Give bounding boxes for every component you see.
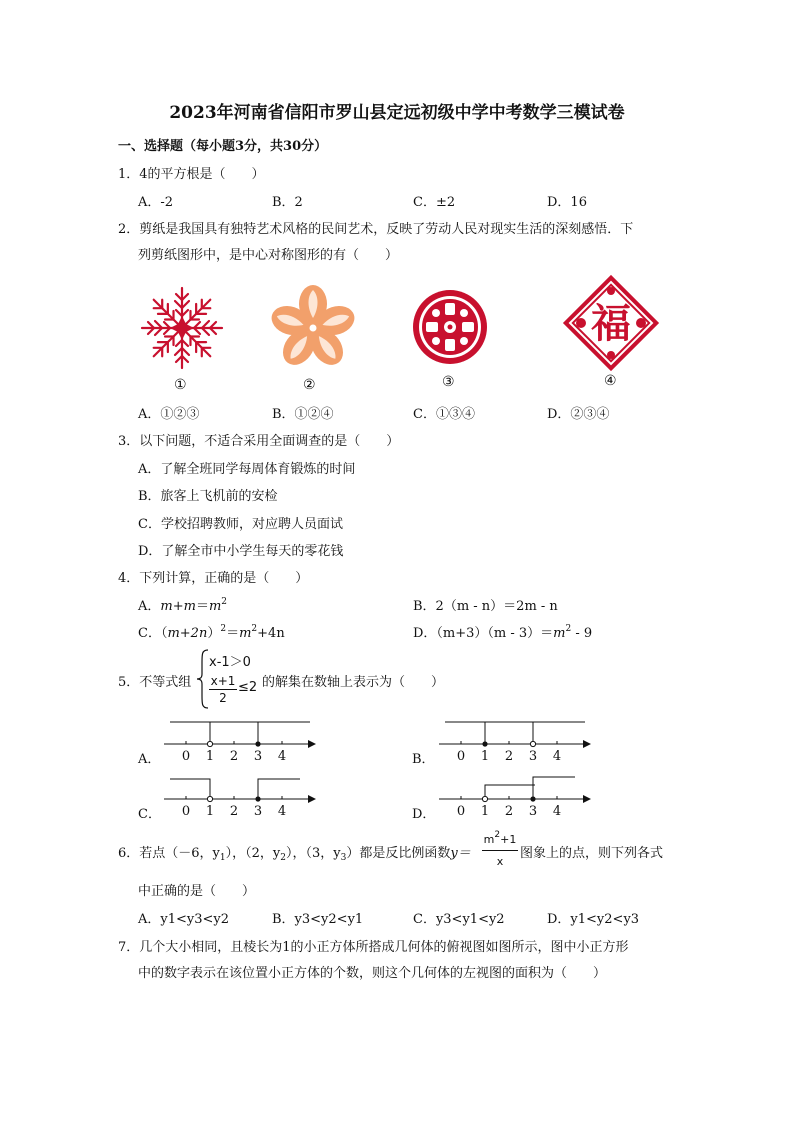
q6-option-d: D．y1<y2<y3 bbox=[547, 912, 640, 927]
nl-a-tick-3: 3 bbox=[253, 749, 263, 764]
q6-sub2: 2 bbox=[280, 853, 286, 863]
q5-label-a: A． bbox=[138, 752, 161, 767]
q6-mid2: ），（3，y bbox=[285, 846, 341, 861]
number-line-a bbox=[160, 712, 320, 764]
q4-c-exp: 2 bbox=[220, 624, 227, 634]
q1-option-a: A．-2 bbox=[138, 195, 174, 210]
q4-d-rest: - 9 bbox=[571, 626, 593, 641]
q4-c-m: m bbox=[239, 626, 252, 641]
nl-d-tick-1: 1 bbox=[480, 804, 490, 819]
q5-pre: 5．不等式组 bbox=[118, 675, 192, 690]
q2-caption-2: ② bbox=[303, 377, 316, 393]
q6-num-rest: +1 bbox=[500, 833, 517, 846]
nl-a-tick-2: 2 bbox=[229, 749, 239, 764]
q6-pre: 6．若点（－6，y bbox=[118, 846, 220, 861]
q6-sub1: 1 bbox=[219, 853, 226, 863]
q4-a-m3: m bbox=[208, 599, 222, 614]
q4-a-label: A． bbox=[138, 599, 161, 614]
nl-c-tick-1: 1 bbox=[205, 804, 215, 819]
q2-option-d: D．②③④ bbox=[547, 407, 610, 422]
q5-brace bbox=[196, 648, 210, 710]
q6-sub3: 3 bbox=[340, 853, 347, 863]
q4-c-exp2: 2 bbox=[251, 624, 258, 634]
nl-b-tick-4: 4 bbox=[552, 749, 562, 764]
q4-a-eq: ＝ bbox=[195, 599, 209, 614]
q1-stem: 1．4的平方根是（ ） bbox=[118, 167, 265, 182]
q2-caption-3: ③ bbox=[442, 374, 455, 390]
q4-a-exp: 2 bbox=[221, 597, 228, 607]
nl-b-tick-2: 2 bbox=[504, 749, 514, 764]
q4-d-label: D．（m+3）（m - 3）＝ bbox=[413, 626, 554, 641]
q2-caption-4: ④ bbox=[604, 373, 617, 389]
papercut-flower-image bbox=[268, 282, 358, 374]
nl-d-tick-3: 3 bbox=[528, 804, 538, 819]
nl-a-tick-1: 1 bbox=[205, 749, 215, 764]
q2-option-a: A．①②③ bbox=[138, 407, 200, 422]
q5-frac-den: 2 bbox=[219, 691, 227, 705]
nl-b-tick-3: 3 bbox=[528, 749, 538, 764]
q6-mid3: ）都是反比例函数 bbox=[346, 846, 451, 861]
q4-a-plus: + bbox=[172, 599, 184, 614]
q5-inequality-1: x-1＞0 bbox=[209, 655, 251, 670]
q6-yeq: y＝ bbox=[450, 846, 471, 861]
q6-mid1: ），（2，y bbox=[225, 846, 281, 861]
q4-option-b: B．2（m - n）＝2m - n bbox=[413, 599, 558, 614]
q6-option-a: A．y1<y3<y2 bbox=[138, 912, 230, 927]
nl-b-tick-1: 1 bbox=[480, 749, 490, 764]
nl-a-tick-4: 4 bbox=[277, 749, 287, 764]
q4-c-eq: ＝ bbox=[226, 626, 240, 641]
papercut-medallion-image bbox=[411, 288, 489, 366]
q6-option-b: B．y3<y2<y1 bbox=[272, 912, 364, 927]
number-line-c bbox=[160, 767, 320, 819]
number-line-d bbox=[435, 767, 595, 819]
q4-d-m: m bbox=[553, 626, 566, 641]
number-line-b bbox=[435, 712, 595, 764]
q4-option-d bbox=[413, 622, 592, 641]
q2-stem-line1: 2．剪纸是我国具有独特艺术风格的民间艺术，反映了劳动人民对现实生活的深刻感悟．下 bbox=[118, 222, 634, 237]
q6-frac-num bbox=[482, 830, 518, 846]
q6-option-c: C．y3<y1<y2 bbox=[413, 912, 505, 927]
q5-frac-bar bbox=[209, 689, 237, 690]
nl-c-tick-0: 0 bbox=[181, 804, 191, 819]
q4-c-label: C．（ bbox=[138, 626, 168, 641]
q4-a-m2: m bbox=[183, 599, 196, 614]
q4-c-close: ） bbox=[207, 626, 221, 641]
q6-post: 图象上的点，则下列各式 bbox=[520, 846, 664, 861]
nl-c-tick-2: 2 bbox=[229, 804, 239, 819]
q7-line1: 7．几个大小相同，且棱长为1的小正方体所搭成几何体的俯视图如图所示，图中小正方形 bbox=[118, 940, 629, 955]
nl-d-tick-0: 0 bbox=[456, 804, 466, 819]
q6-num-m: m bbox=[483, 833, 495, 846]
nl-a-tick-0: 0 bbox=[181, 749, 191, 764]
q6-stem bbox=[118, 842, 471, 863]
section-heading: 一、选择题（每小题3分，共30分） bbox=[118, 139, 328, 154]
q2-option-c: C．①③④ bbox=[413, 407, 475, 422]
q4-stem: 4．下列计算，正确的是（ ） bbox=[118, 571, 309, 586]
nl-c-tick-3: 3 bbox=[253, 804, 263, 819]
q5-inequality-2-rel: ≤2 bbox=[238, 680, 258, 695]
q3-option-a: A．了解全班同学每周体育锻炼的时间 bbox=[138, 462, 356, 477]
q4-c-body: m+2n bbox=[167, 626, 208, 641]
q3-stem: 3．以下问题，不适合采用全面调查的是（ ） bbox=[118, 434, 400, 449]
q2-option-b: B．①②④ bbox=[272, 407, 334, 422]
q4-option-c bbox=[138, 622, 285, 641]
q4-c-rest: +4n bbox=[257, 626, 285, 641]
nl-d-tick-4: 4 bbox=[552, 804, 562, 819]
q4-option-a bbox=[138, 595, 227, 614]
q5-label-d: D． bbox=[412, 807, 436, 822]
nl-c-tick-4: 4 bbox=[277, 804, 287, 819]
q7-line2: 中的数字表示在该位置小正方体的个数，则这个几何体的左视图的面积为（ ） bbox=[138, 966, 607, 981]
q5-label-c: C． bbox=[138, 807, 161, 822]
q1-option-d: D．16 bbox=[547, 195, 587, 210]
papercut-fu-image bbox=[560, 272, 662, 374]
q2-stem-line2: 列剪纸图形中，是中心对称图形的有（ ） bbox=[138, 248, 399, 263]
q3-option-b: B．旅客上飞机前的安检 bbox=[138, 489, 278, 504]
page-title: 2023年河南省信阳市罗山县定远初级中学中考数学三模试卷 bbox=[169, 103, 625, 123]
fu-character: 福 bbox=[591, 301, 631, 347]
q1-option-b: B．2 bbox=[272, 195, 303, 210]
papercut-snowflake-image bbox=[136, 282, 228, 374]
q2-caption-1: ① bbox=[174, 377, 187, 393]
q3-option-d: D．了解全市中小学生每天的零花钱 bbox=[138, 544, 344, 559]
q5-frac-num: x+1 bbox=[210, 674, 236, 688]
q6-num-exp: 2 bbox=[494, 830, 501, 840]
q5-label-b: B． bbox=[412, 752, 435, 767]
q1-option-c: C．±2 bbox=[413, 195, 456, 210]
q6-line2: 中正确的是（ ） bbox=[138, 884, 256, 899]
nl-b-tick-0: 0 bbox=[456, 749, 466, 764]
q4-d-exp: 2 bbox=[565, 624, 572, 634]
nl-d-tick-2: 2 bbox=[504, 804, 514, 819]
q4-a-m1: m bbox=[160, 599, 173, 614]
q6-frac-bar bbox=[482, 850, 518, 851]
q5-post: 的解集在数轴上表示为（ ） bbox=[262, 675, 445, 690]
q3-option-c: C．学校招聘教师，对应聘人员面试 bbox=[138, 517, 343, 532]
q6-frac-den: x bbox=[496, 855, 504, 868]
